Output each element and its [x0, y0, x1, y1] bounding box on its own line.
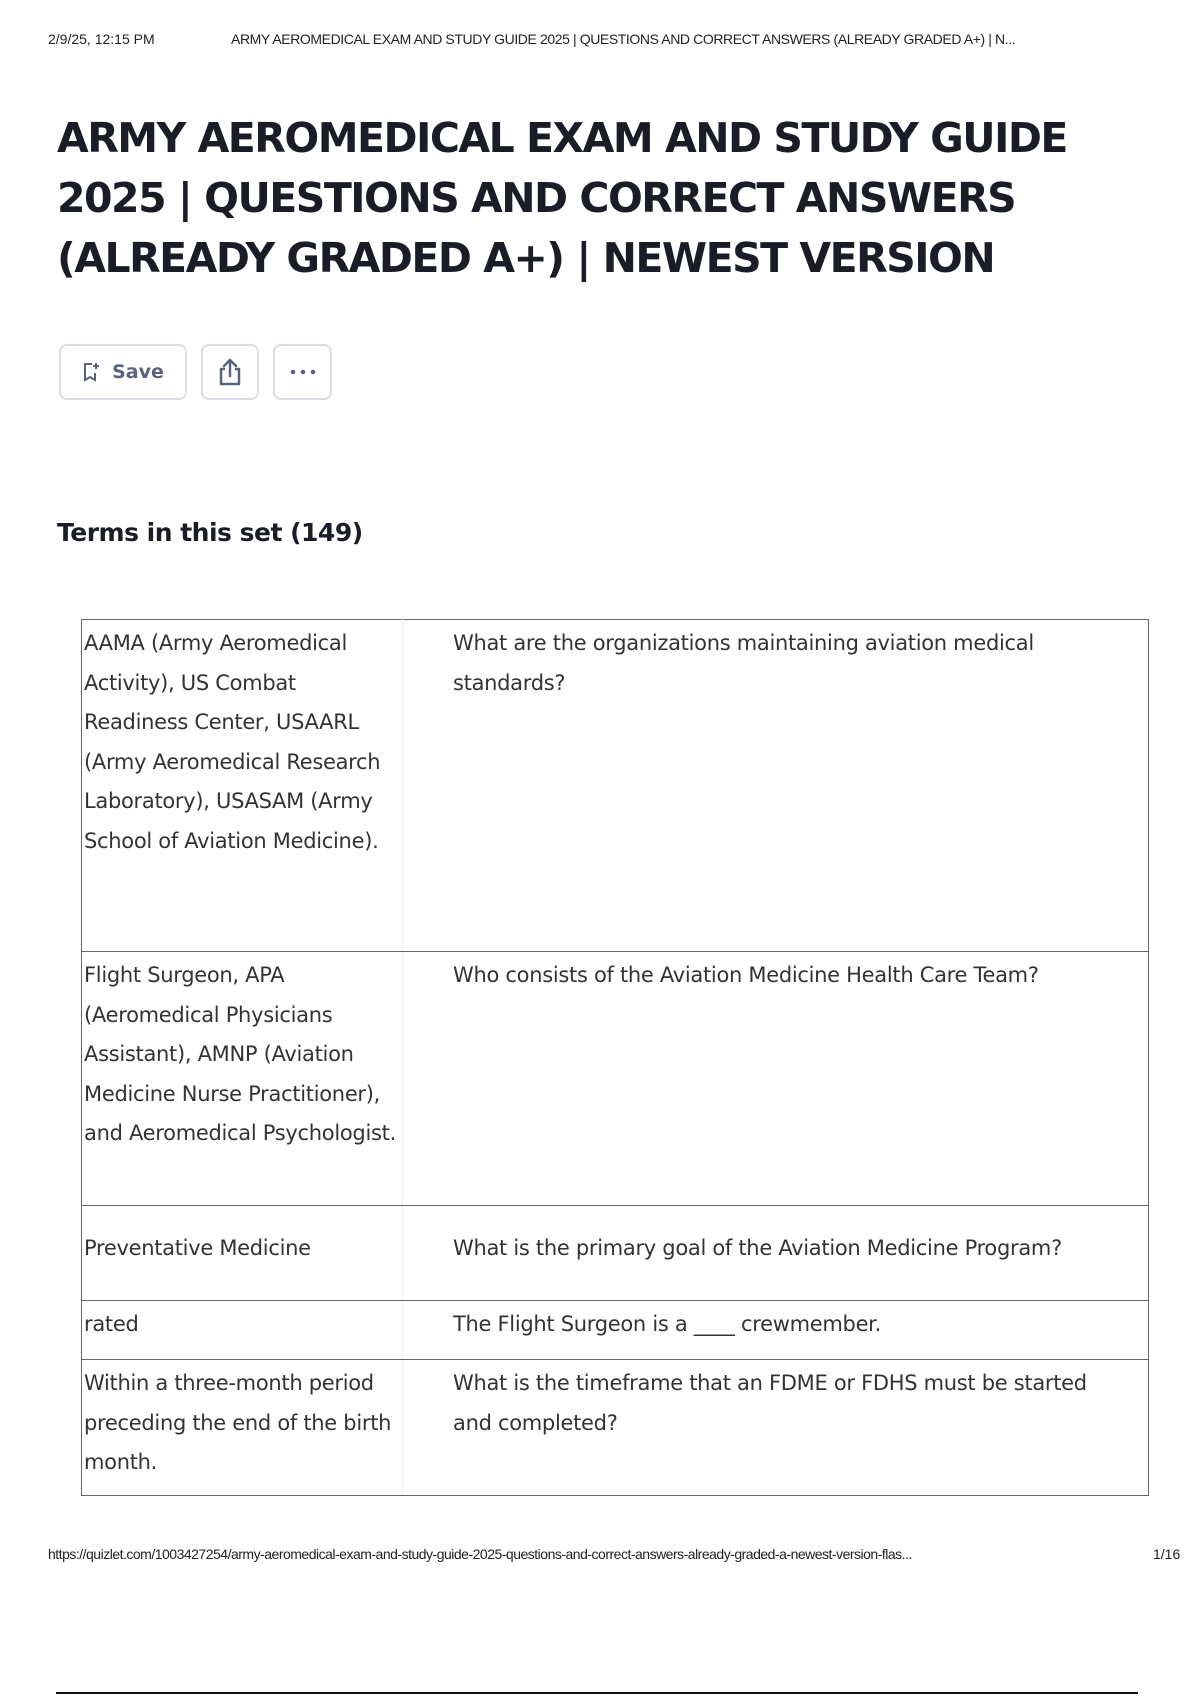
- term-row: [82, 1301, 1149, 1360]
- terms-heading: Terms in this set (149): [57, 518, 363, 547]
- bookmark-plus-icon: [82, 362, 100, 382]
- more-horizontal-icon: [289, 369, 317, 375]
- definition: What is the primary goal of the Aviation Medicine Program?: [403, 1206, 1149, 1301]
- page-title: ARMY AEROMEDICAL EXAM AND STUDY GUIDE 2025 | QUESTIONS AND CORRECT ANSWERS (ALREADY GRADED A+) | NEWEST VERSION: [57, 114, 1067, 282]
- term-row: [82, 952, 1149, 1206]
- definition: What are the organizations maintaining aviation medical standards?: [403, 620, 1149, 952]
- share-button[interactable]: [201, 344, 259, 400]
- term: Flight Surgeon, APA (Aeromedical Physicians Assistant), AMNP (Aviation Medicine Nurse Practitioner), and Aeromedical Psychologist.: [82, 952, 403, 1206]
- more-options-button[interactable]: [273, 344, 332, 400]
- print-doc-title: ARMY AEROMEDICAL EXAM AND STUDY GUIDE 2025 | QUESTIONS AND CORRECT ANSWERS (ALREADY GRADED A+) | N...: [231, 31, 1016, 47]
- page-divider: [56, 1692, 1138, 1694]
- term: Preventative Medicine: [82, 1206, 403, 1301]
- terms-table: [81, 619, 1149, 1496]
- print-url: https://quizlet.com/1003427254/army-aeromedical-exam-and-study-guide-2025-questions-and-correct-answers-already-graded-a-newest-version-flas...: [48, 1546, 912, 1562]
- page-number: 1/16: [1153, 1546, 1181, 1562]
- term: rated: [82, 1301, 403, 1360]
- share-icon: [216, 357, 244, 387]
- definition: Who consists of the Aviation Medicine Health Care Team?: [403, 952, 1149, 1206]
- term: AAMA (Army Aeromedical Activity), US Combat Readiness Center, USAARL (Army Aeromedical Research Laboratory), USASAM (Army School of Aviation Medicine).: [82, 620, 403, 952]
- term-row: [82, 620, 1149, 952]
- term: Within a three-month period preceding the end of the birth month.: [82, 1360, 403, 1496]
- save-label: Save: [112, 361, 164, 383]
- save-button[interactable]: [59, 344, 187, 400]
- term-row: [82, 1360, 1149, 1496]
- term-row: [82, 1206, 1149, 1301]
- print-datetime: 2/9/25, 12:15 PM: [48, 31, 155, 47]
- definition: The Flight Surgeon is a ____ crewmember.: [403, 1301, 1149, 1360]
- definition: What is the timeframe that an FDME or FDHS must be started and completed?: [403, 1360, 1149, 1496]
